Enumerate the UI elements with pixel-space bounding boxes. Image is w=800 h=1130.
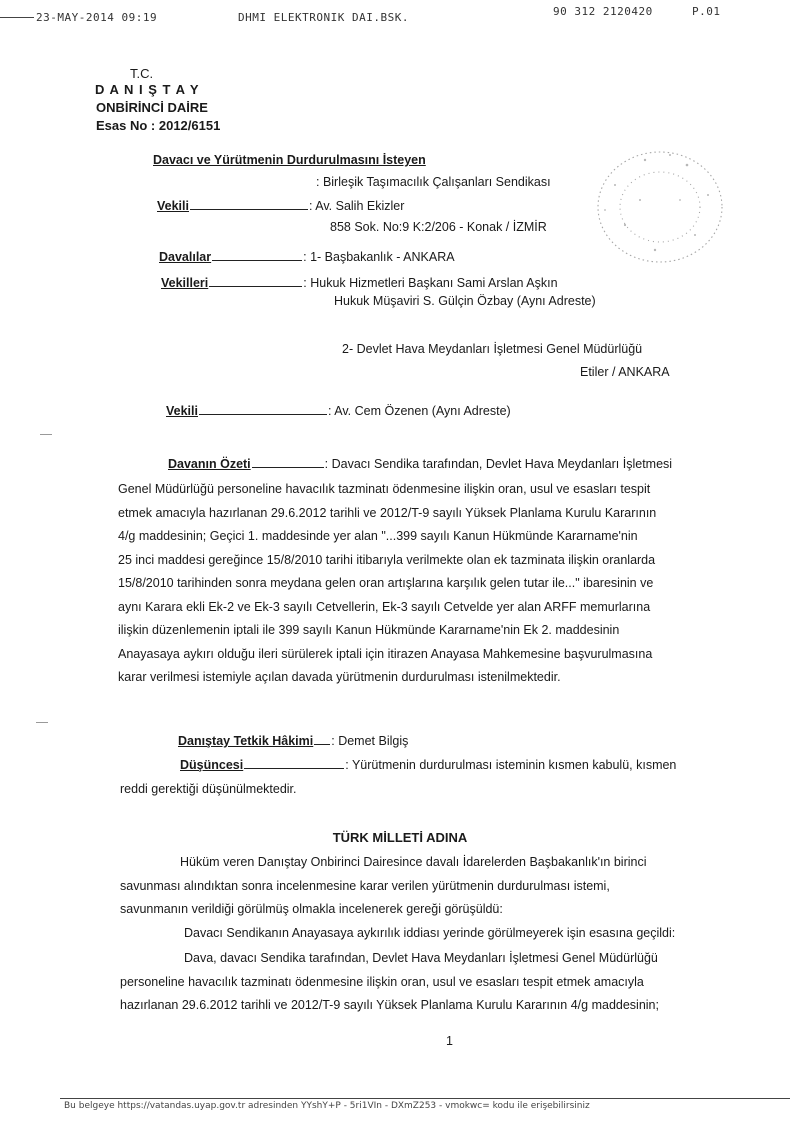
plaintiff-label: Davacı ve Yürütmenin Durdurulmasını İsteyen — [153, 153, 426, 167]
summary-first-row — [168, 455, 672, 473]
summary-line-4: 4/g maddesinin; Geçici 1. maddesinde yer alan "...399 sayılı Kanun Hükmünde Kararname'nin — [118, 529, 638, 543]
summary-line-6: 15/8/2010 tarihinden sonra meydana gelen oran artışlarına karşılık gelen tutar ile..." ibaresinin ve — [118, 576, 654, 590]
defendants-label: Davalılar — [159, 250, 212, 264]
defendant2-attorney-value: : Av. Cem Özenen (Aynı Adreste) — [327, 404, 511, 418]
judge-value: : Demet Bilgiş — [331, 734, 409, 748]
footer-rule — [60, 1098, 790, 1099]
label-rule — [209, 286, 302, 287]
plaintiff-attorney-address: 858 Sok. No:9 K:2/206 - Konak / İZMİR — [330, 220, 547, 234]
defendant1-attorney-2: Hukuk Müşaviri S. Gülçin Özbay (Aynı Adreste) — [334, 294, 596, 308]
judge-opinion-label: Düşüncesi — [180, 758, 244, 772]
defendant-2: 2- Devlet Hava Meydanları İşletmesi Genel Müdürlüğü — [342, 342, 643, 356]
official-stamp-icon — [585, 140, 735, 275]
case-number: Esas No : 2012/6151 — [96, 118, 221, 133]
summary-line-7: aynı Karara ekli Ek-2 ve Ek-3 sayılı Cetvellerin, Ek-3 sayılı Cetvelde yer alan ARFF memurlarına — [118, 599, 651, 614]
page-number: 1 — [446, 1034, 453, 1048]
plaintiff-attorney-value: : Av. Salih Ekizler — [308, 199, 405, 213]
decision-heading: TÜRK MİLLETİ ADINA — [332, 830, 468, 845]
defendant1-attorneys-row — [161, 274, 558, 292]
footer-verification-text: Bu belgeye https://vatandas.uyap.gov.tr adresinden YYshY+P - 5ri1VIn - DXmZ253 - vmokwc= kodu ile erişebilirsiniz — [64, 1101, 590, 1111]
label-rule — [314, 744, 330, 745]
decision-para3-line-3: hazırlanan 29.6.2012 tarihli ve 2012/T-9 sayılı Yüksek Planlama Kurulu Kararının 4/g maddesinin; — [120, 998, 659, 1012]
decision-para3-line-2: personeline havacılık tazminatı ödenmesine ilişkin oran, usul ve esasları tespit etmek amacıyla — [120, 974, 644, 989]
summary-line-1: : Davacı Sendika tarafından, Devlet Hava Meydanları İşletmesi — [324, 457, 673, 471]
margin-mark — [36, 722, 48, 723]
defendant1-attorneys-label: Vekilleri — [161, 276, 209, 290]
plaintiff-attorney-row — [157, 197, 404, 215]
summary-line-9: Anayasaya aykırı olduğu ileri sürülerek iptali için itirazen Anayasa Mahkemesine başvurulmasına — [118, 646, 653, 661]
fax-edge-line — [0, 17, 34, 18]
label-rule — [190, 209, 308, 210]
defendant2-attorney-row — [166, 402, 511, 420]
defendant2-address: Etiler / ANKARA — [580, 365, 670, 379]
decision-para1-line-2: savunması alındıktan sonra incelenmesine karar verilen yürütmenin durdurulması istemi, — [120, 878, 610, 893]
decision-para3-line-1: Dava, davacı Sendika tarafından, Devlet Hava Meydanları İşletmesi Genel Müdürlüğü — [184, 951, 658, 965]
decision-para1-line-3: savunmanın verildiği görülmüş olmakla incelenerek gereği görüşüldü: — [120, 902, 503, 916]
defendant2-attorney-label: Vekili — [166, 404, 198, 418]
margin-mark — [40, 434, 52, 435]
label-rule — [252, 467, 324, 468]
summary-line-3: etmek amacıyla hazırlanan 29.6.2012 tarihli ve 2012/T-9 sayılı Yüksek Planlama Kurulu Kararının — [118, 505, 657, 520]
label-rule — [199, 414, 327, 415]
judge-row — [178, 732, 408, 750]
summary-line-2: Genel Müdürlüğü personeline havacılık tazminatı ödenmesine ilişkin oran, usul ve esasları tespit — [118, 482, 651, 496]
decision-para-3 — [120, 947, 772, 1018]
label-rule — [244, 768, 344, 769]
fax-date-time: 23-MAY-2014 09:19 — [36, 11, 158, 24]
court-name: D A N I Ş T A Y — [95, 82, 200, 97]
plaintiff-value: : Birleşik Taşımacılık Çalışanları Sendikası — [316, 175, 551, 189]
court-chamber: ONBİRİNCİ DAİRE — [96, 100, 208, 115]
summary-label: Davanın Özeti — [168, 457, 251, 471]
fax-page: P.01 — [692, 5, 721, 18]
summary-line-8: ilişkin düzenlemenin iptali ile 399 sayılı Kanun Hükmünde Kararname'nin Ek 2. maddesinin — [118, 623, 620, 637]
summary-line-10: karar verilmesi istemiyle açılan davada yürütmenin durdurulması istenilmektedir. — [118, 670, 561, 684]
decision-para-1 — [120, 851, 770, 922]
court-tc: T.C. — [130, 66, 154, 81]
fax-sender: DHMI ELEKTRONIK DAI.BSK. — [238, 11, 409, 24]
judge-opinion-line-1: : Yürütmenin durdurulması isteminin kısmen kabulü, kısmen — [345, 758, 677, 772]
label-rule — [212, 260, 302, 261]
plaintiff-attorney-label: Vekili — [157, 199, 189, 213]
summary-body — [118, 478, 778, 690]
judge-opinion-row — [180, 756, 676, 774]
summary-line-5: 25 inci maddesi gereğince 15/8/2010 tarihi itibarıyla verilmekte olan ek tazminata ilişkin oranlarda — [118, 552, 656, 567]
decision-para-2: Davacı Sendikanın Anayasaya aykırılık iddiası yerinde görülmeyerek işin esasına geçildi: — [184, 926, 676, 940]
judge-opinion-line-2: reddi gerektiği düşünülmektedir. — [120, 782, 297, 796]
fax-phone: 90 312 2120420 — [553, 5, 653, 18]
defendant-1: : 1- Başbakanlık - ANKARA — [303, 250, 455, 264]
defendants-row — [159, 248, 455, 266]
decision-para1-line-1: Hüküm veren Danıştay Onbirinci Dairesince davalı İdarelerden Başbakanlık'ın birinci — [180, 855, 647, 869]
judge-label: Danıştay Tetkik Hâkimi — [178, 734, 314, 748]
defendant1-attorney-1: : Hukuk Hizmetleri Başkanı Sami Arslan Aşkın — [303, 276, 558, 290]
